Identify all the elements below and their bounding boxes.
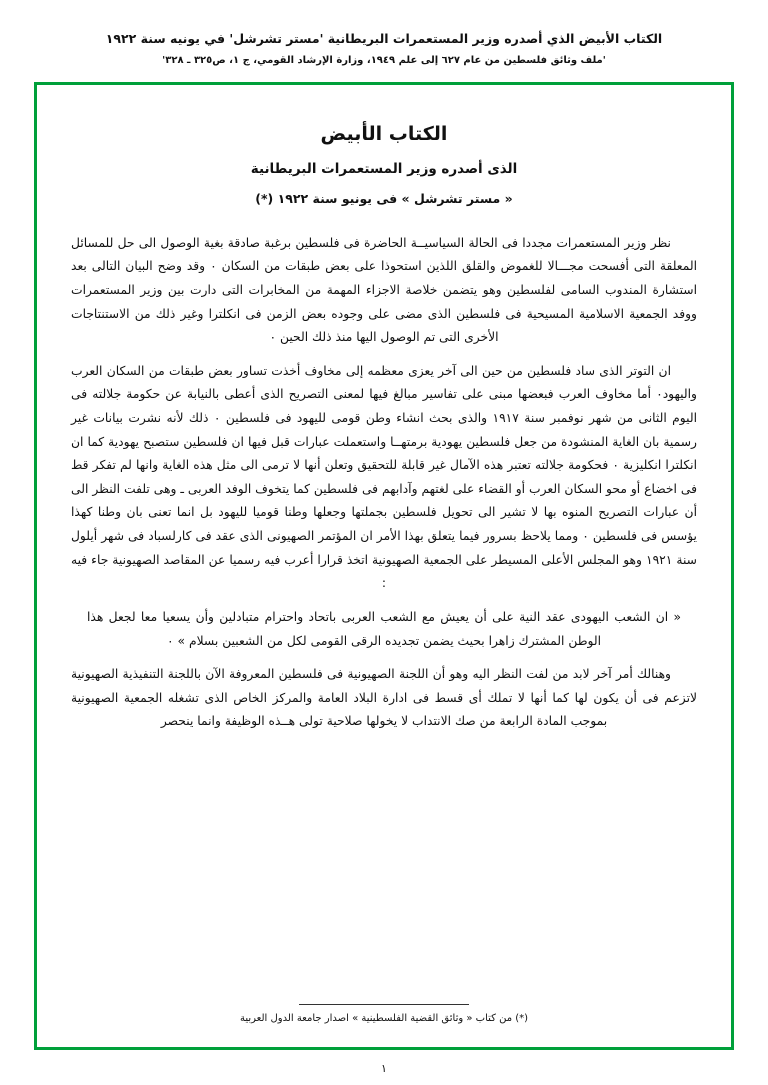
- page-number: ١: [381, 1062, 387, 1075]
- bordered-content-frame: [34, 82, 734, 1050]
- paragraph-quote: « ان الشعب اليهودى عقد النية على أن يعيش مع الشعب العربى باتحاد واحترام متبادلين وأن يسعيا معا لجعل هذا الوطن المشترك زاهرا بحيث يضمن تجديده الرقى القومى لكل من الشعبين بسلام » ٠: [87, 609, 681, 648]
- page-title: الكتاب الأبيض: [320, 122, 448, 145]
- header-title-line: الكتاب الأبيض الذي أصدره وزير المستعمرات البريطانية 'مستر تشرشل' في يونيه سنة ١٩٢٢: [105, 31, 663, 46]
- footnote: (*) من كتاب « وثائق القضية الفلسطينية » اصدار جامعة الدول العربية: [239, 1013, 529, 1024]
- document-header: [34, 30, 734, 68]
- paragraph: وهنالك أمر آخر لابد من لفت النظر اليه وهو أن اللجنة الصهيونية فى فلسطين المعروفة الآن باللجنة التنفيذية الصهيونية لاتزعم فى أن يكون لها كما أنها لا تملك أى قسط فى ادارة البلاد العامة والمركز الخاص الذى تشغله الجمعية الصهيونية بموجب المادة الرابعة من صك الانتداب لا يخولها صلاحية تولى هــذه الوظيفة وانما ينحصر: [71, 667, 697, 729]
- title-block: [71, 123, 697, 206]
- paragraph: ان التوتر الذى ساد فلسطين من حين الى آخر يعزى معظمه إلى مخاوف أخذت تساور بعض طبقات من السكان العرب واليهود٠ أما مخاوف العرب فبعضها مبنى على تفاسير مبالغ فيها لمعنى التصريح الذى أعطى بالنيابة عن حكومة جلالته فى اليوم الثانى من شهر نوفمبر سنة ١٩١٧ والذى بحث انشاء وطن قومى لليهود فى فلسطين ٠ ذلك لأنه نشرت بيانات غير رسمية بان الغاية المنشودة من جعل فلسطين يهودية برمتهــا واستعملت عبارات قبل فيها ان فلسطين ستصبح يهودية كما ان انكلترا انكليزية ٠ فحكومة جلالته تعتبر هذه الآمال غير قابلة للتحقيق وتعلن أنها لا ترمى الى مثل هذه الغاية وانها لم تفكر قط فى اخضاع أو محو السكان العرب أو القضاء على لغتهم وآدابهم فى فلسطين كما يتخوف الوفد العربى ـ وهى تلفت النظر الى أن عبارات التصريح المنوه بها لا تشير الى تحويل فلسطين بجملتها وجعلها وطنا قوميا لليهود بل انما تعنى بان وطنا كهذا يؤسس فى فلسطين ٠ ومما يلاحظ بسرور فيما يتعلق بهذا الأمر ان المؤتمر الصهيونى الذى عقد فى كارلسباد فى شهر أيلول سنة ١٩٢١ وهو المجلس الأعلى المسيطر على الجمعية الصهيونية اتخذ قرارا أعرب فيه رسميا عن المقاصد الصهيونية جاء فيه :: [71, 363, 697, 591]
- footnote-divider: [299, 1004, 469, 1005]
- subtitle-issuer: الذى أصدره وزير المستعمرات البريطانية: [250, 160, 518, 177]
- header-source-line: 'ملف وثائق فلسطين من عام ٦٢٧ إلى علم ١٩٤٩، وزارة الإرشاد القومي، ج ١، ص٣٢٥ ـ ٣٢٨': [162, 54, 606, 66]
- paragraph: نظر وزير المستعمرات مجددا فى الحالة السياسيــة الحاضرة فى فلسطين برغبة صادقة بغية الوصول الى حل للمسائل المعلقة التى أفسحت مجـــالا للغموض والقلق اللذين استحوذا على بعض طبقات من السكان ٠ وقد وضح البيان التالى بعد استشارة المندوب السامى لفلسطين وهو يتضمن خلاصة الاجزاء المهمة من المخابرات التى دارت بين وزير المستعمرات ووفد الجمعية الاسلامية المسيحية فى فلسطين الذى مضى على وجوده بعض الزمن فى انكلترا وغير ذلك من الاستنتاجات الأخرى التى تم الوصول اليها منذ ذلك الحين ٠: [71, 235, 697, 345]
- subtitle-date: « مستر تشرشل » فى يونيو سنة ١٩٢٢ (*): [255, 190, 513, 206]
- body-text: [71, 232, 697, 988]
